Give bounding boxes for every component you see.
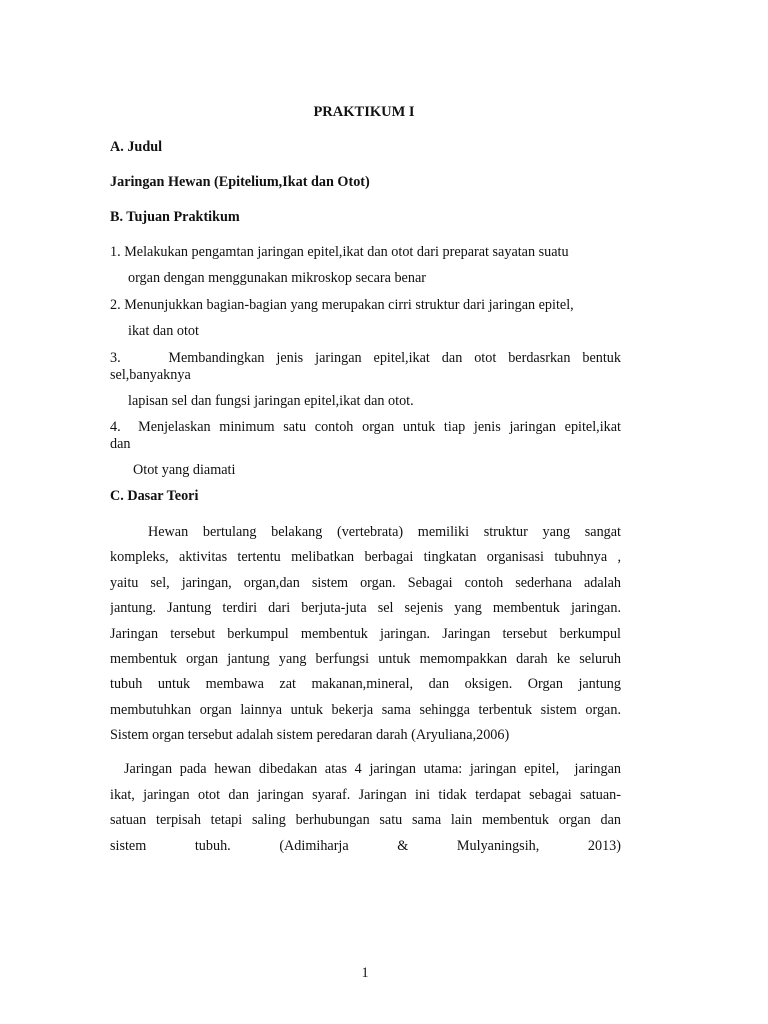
theory-p1-line: jantung. Jantung terdiri dari berjuta-juta sel sejenis yang membentuk jaringan. <box>110 600 621 617</box>
theory-p2-line: ikat, jaringan otot dan jaringan syaraf. Jaringan ini tidak terdapat sebagai satuan- <box>110 786 621 803</box>
objective-4-line-1-wrap: dan <box>110 436 131 452</box>
theory-paragraph-2 <box>110 760 621 862</box>
section-b-heading: B. Tujuan Praktikum <box>110 209 240 225</box>
theory-p2-line: sistem tubuh. (Adimiharja & Mulyaningsih, 2013) <box>110 837 621 854</box>
section-c-heading: C. Dasar Teori <box>110 488 199 504</box>
section-a-heading: A. Judul <box>110 139 163 155</box>
theory-p1-line: membentuk organ jantung yang berfungsi untuk memompakkan darah ke seluruh <box>110 650 621 667</box>
section-a-text: Jaringan Hewan (Epitelium,Ikat dan Otot) <box>110 174 370 190</box>
objective-2-line-2: ikat dan otot <box>128 323 199 339</box>
objective-1-line-2: organ dengan menggunakan mikroskop secara benar <box>128 270 426 286</box>
page-number: 1 <box>361 965 369 981</box>
objective-4-line-2: Otot yang diamati <box>133 462 236 478</box>
theory-p1-line: Jaringan tersebut berkumpul membentuk jaringan. Jaringan tersebut berkumpul <box>110 625 621 642</box>
objective-4-line-1: 4. Menjelaskan minimum satu contoh organ untuk tiap jenis jaringan epitel,ikat <box>110 419 621 435</box>
objective-2-line-1: 2. Menunjukkan bagian-bagian yang merupakan cirri struktur dari jaringan epitel, <box>110 297 574 313</box>
theory-paragraph-1 <box>110 523 621 752</box>
theory-p1-line: Sistem organ tersebut adalah sistem peredaran darah (Aryuliana,2006) <box>110 727 510 744</box>
objective-1-line-1: 1. Melakukan pengamtan jaringan epitel,ikat dan otot dari preparat sayatan suatu <box>110 244 569 260</box>
theory-p1-line: tubuh untuk membawa zat makanan,mineral, dan oksigen. Organ jantung <box>110 676 621 693</box>
objective-3-line-1-wrap: sel,banyaknya <box>110 367 191 383</box>
theory-p2-line: satuan terpisah tetapi saling berhubungan satu sama lain membentuk organ dan <box>110 812 621 828</box>
objective-3-line-2: lapisan sel dan fungsi jaringan epitel,ikat dan otot. <box>128 393 414 409</box>
page-title: PRAKTIKUM I <box>313 104 415 120</box>
theory-p1-line: kompleks, aktivitas tertentu melibatkan berbagai tingkatan organisasi tubuhnya , <box>110 549 621 566</box>
objective-3-line-1: 3. Membandingkan jenis jaringan epitel,ikat dan otot berdasrkan bentuk <box>110 350 621 366</box>
theory-p1-line: Hewan bertulang belakang (vertebrata) memiliki struktur yang sangat <box>148 524 621 540</box>
theory-p1-line: membutuhkan organ lainnya untuk bekerja sama sehingga terbentuk sistem organ. <box>110 701 621 718</box>
theory-p1-line: yaitu sel, jaringan, organ,dan sistem organ. Sebagai contoh sederhana adalah <box>110 574 621 591</box>
theory-p2-line: Jaringan pada hewan dibedakan atas 4 jaringan utama: jaringan epitel, jaringan <box>124 761 621 777</box>
